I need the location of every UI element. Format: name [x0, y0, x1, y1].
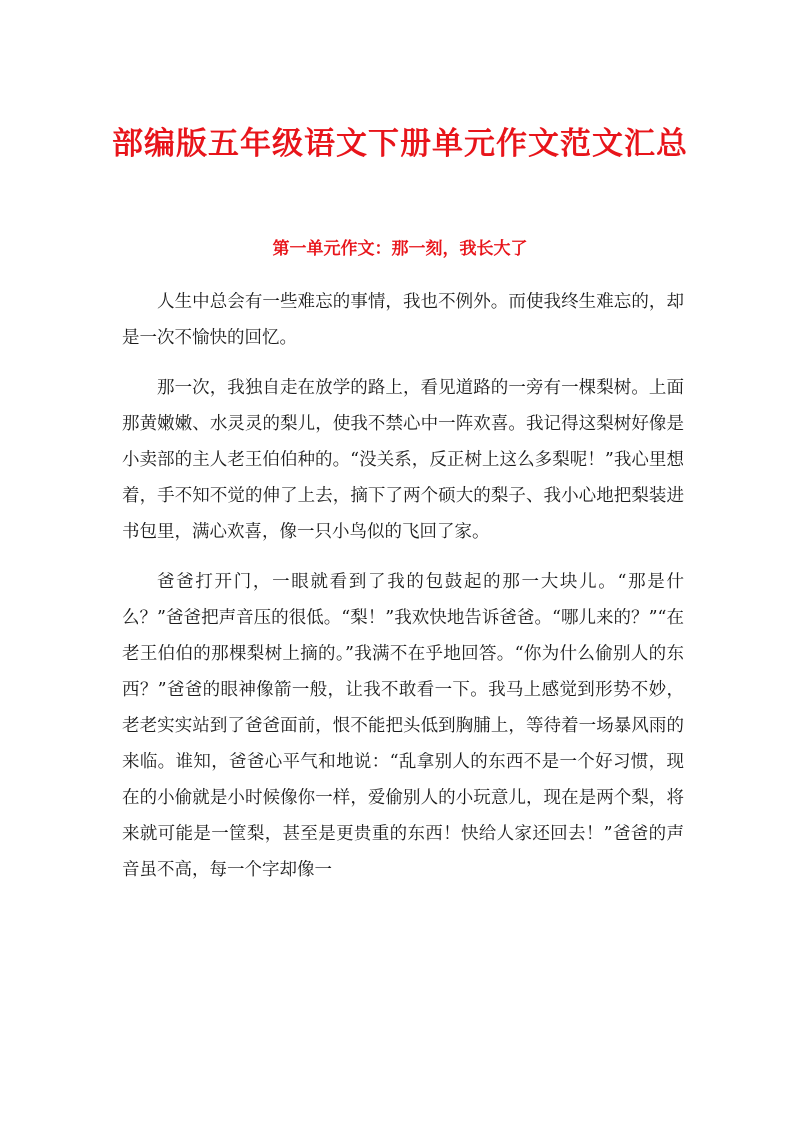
paragraph: 那一次，我独自走在放学的路上，看见道路的一旁有一棵梨树。上面那黄嫩嫩、水灵灵的梨儿，使我不禁心中一阵欢喜。我记得这梨树好像是小卖部的主人老王伯伯种的。“没关系，反正树上这么多梨呢！”我心里想着，手不知不觉的伸了上去，摘下了两个硕大的梨子、我小心地把梨装进书包里，满心欢喜，像一只小鸟似的飞回了家。: [122, 378, 684, 542]
body-text: [122, 284, 684, 902]
paragraph: 人生中总会有一些难忘的事情，我也不例外。而使我终生难忘的，却是一次不愉快的回忆。: [122, 292, 684, 348]
paragraph: 爸爸打开门，一眼就看到了我的包鼓起的那一大块儿。“那是什么？”爸爸把声音压的很低。“梨！”我欢快地告诉爸爸。“哪儿来的？”“在老王伯伯的那棵梨树上摘的。”我满不在乎地回答。“你为什么偷别人的东西？”爸爸的眼神像箭一般，让我不敢看一下。我马上感觉到形势不妙，老老实实站到了爸爸面前，恨不能把头低到胸脯上，等待着一场暴风雨的来临。谁知，爸爸心平气和地说：“乱拿别人的东西不是一个好习惯，现在的小偷就是小时候像你一样，爱偷别人的小玩意儿，现在是两个梨，将来就可能是一筐梨，甚至是更贵重的东西！快给人家还回去！”爸爸的声音虽不高，每一个字却像一: [122, 572, 684, 880]
section-title: 第一单元作文：那一刻，我长大了: [272, 239, 528, 259]
document-title: 部编版五年级语文下册单元作文范文汇总: [112, 126, 688, 162]
